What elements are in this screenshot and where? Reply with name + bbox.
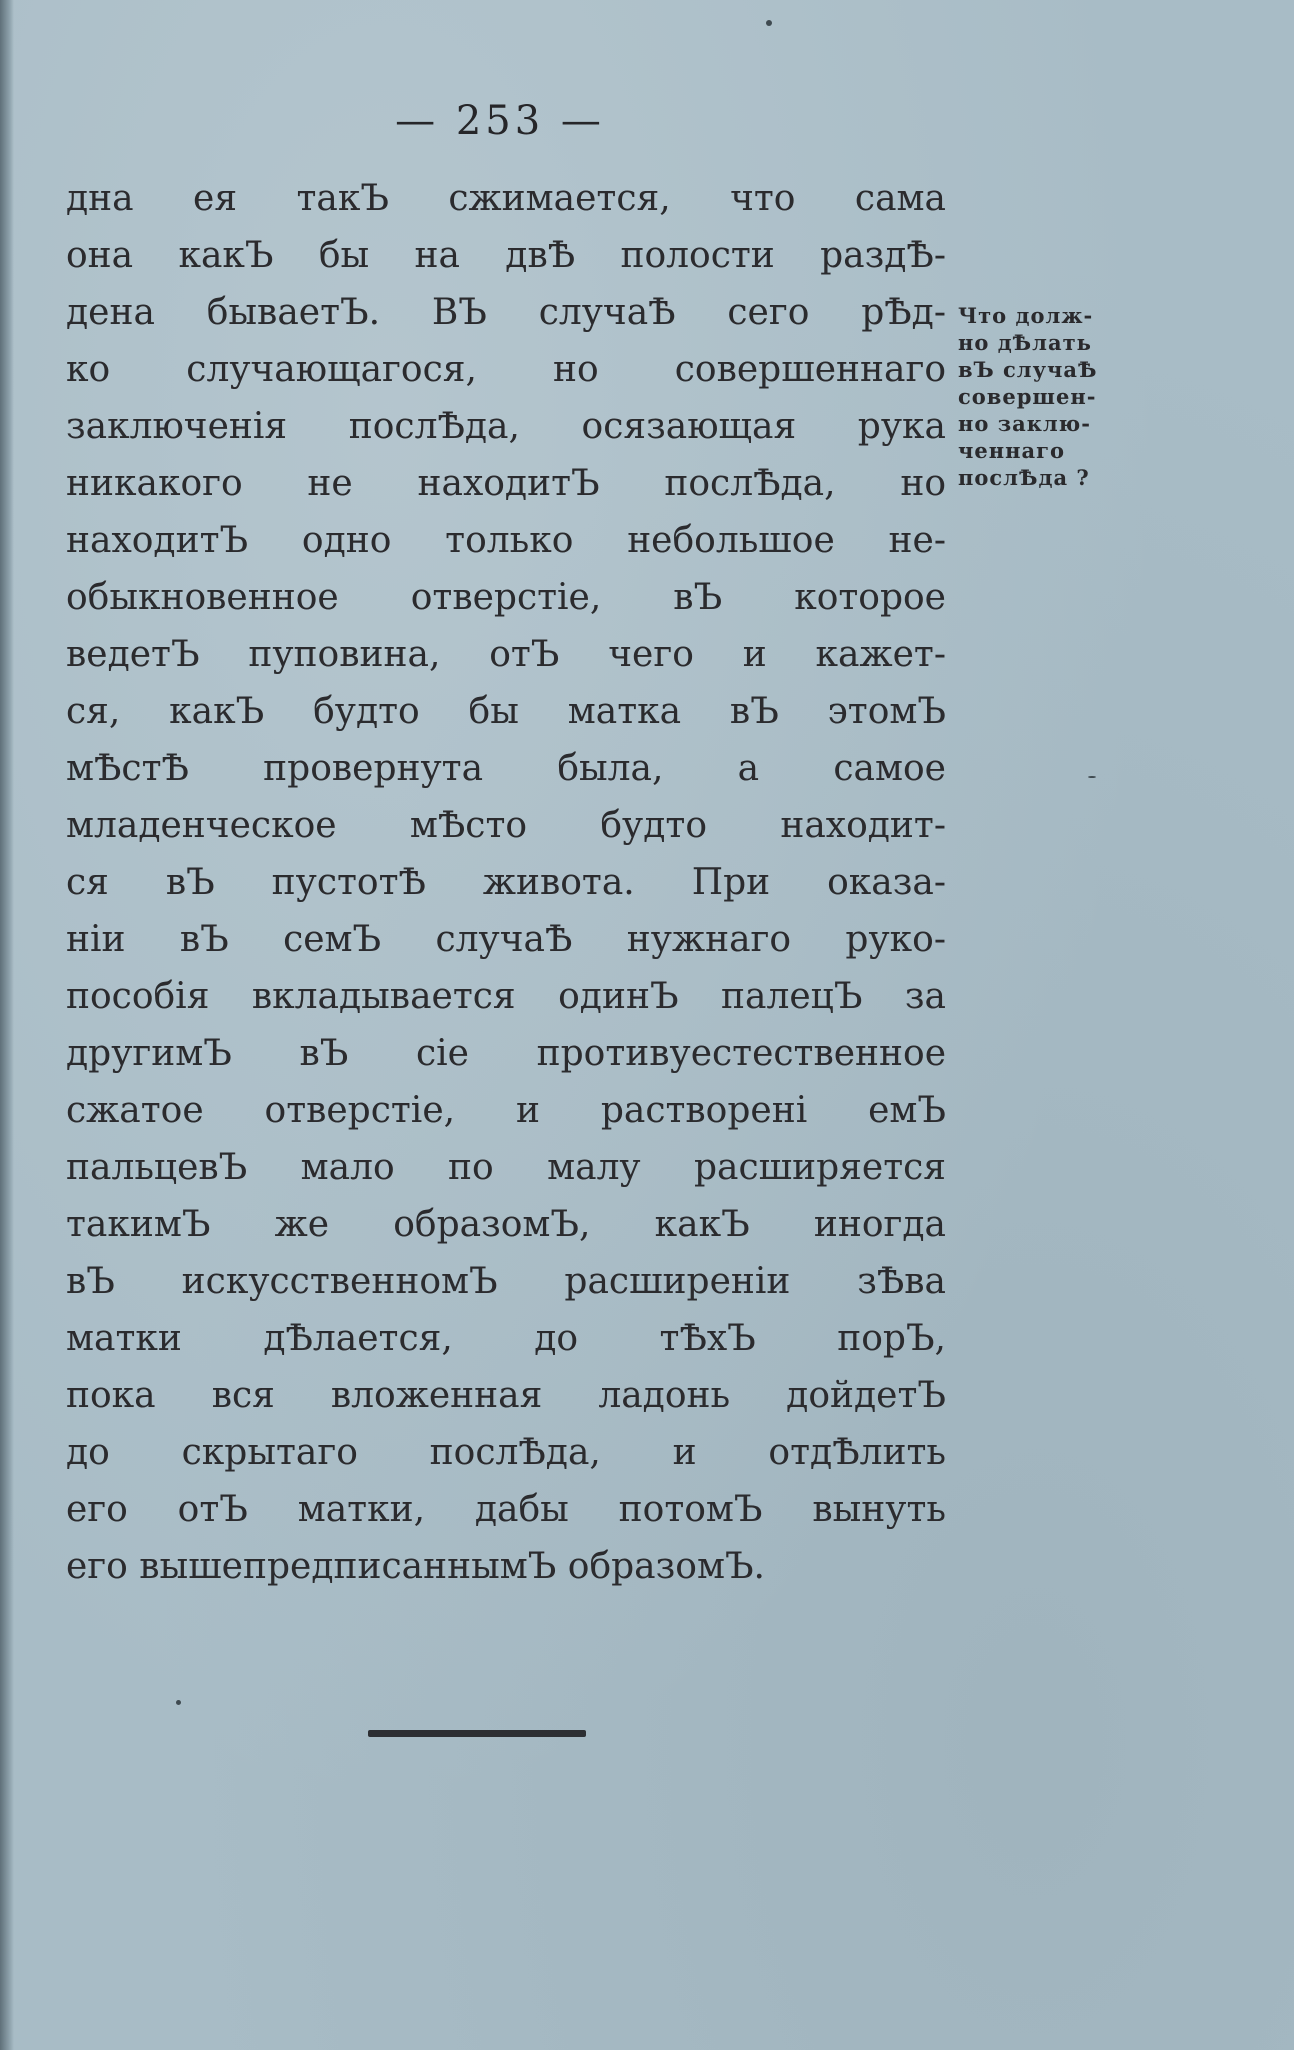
paper-speck (1088, 776, 1096, 778)
margin-note-line: Что долж- (958, 303, 1094, 328)
text-line: ніи вЪ семЪ случаѢ нужнаго руко- (66, 919, 946, 960)
margin-note-line: но заклю- (958, 411, 1091, 436)
margin-note-line: совершен- (958, 384, 1097, 409)
text-line: ся, какЪ будто бы матка вЪ этомЪ (66, 691, 946, 732)
text-line: сжатое отверстіе, и растворені емЪ (66, 1090, 946, 1131)
text-line: младенческое мѢсто будто находит- (66, 805, 946, 846)
text-line: пока вся вложенная ладонь дойдетЪ (66, 1375, 946, 1416)
margin-note-line: послѢда ? (958, 465, 1090, 490)
page-binding-edge (0, 0, 14, 2050)
text-line: до скрытаго послѢда, и отдѢлить (66, 1432, 946, 1473)
text-line: заключенія послѢда, осязающая рука (66, 406, 946, 447)
text-line: обыкновенное отверстіе, вЪ которое (66, 577, 946, 618)
text-line: ведетЪ пуповина, отЪ чего и кажет- (66, 634, 946, 675)
text-line: пособія вкладывается одинЪ палецЪ за (66, 976, 946, 1017)
text-line: она какЪ бы на двѢ полости раздѢ- (66, 235, 946, 276)
paper-speck (176, 1700, 181, 1705)
text-line: такимЪ же образомЪ, какЪ иногда (66, 1204, 946, 1245)
text-line: матки дѢлается, до тѢхЪ порЪ, (66, 1318, 946, 1359)
end-rule (368, 1730, 586, 1737)
text-line: находитЪ одно только небольшое не- (66, 520, 946, 561)
text-line: его вышепредписаннымЪ образомЪ. (66, 1546, 765, 1587)
text-line: никакого не находитЪ послѢда, но (66, 463, 946, 504)
text-line: вЪ искусственномЪ расширеніи зѢва (66, 1261, 946, 1302)
text-line: мѢстѢ провернута была, а самое (66, 748, 946, 789)
margin-note-line: ченнаго (958, 438, 1065, 463)
margin-note-line: вЪ случаѢ (958, 357, 1098, 382)
text-line: пальцевЪ мало по малу расширяется (66, 1147, 946, 1188)
text-line: дена бываетЪ. ВЪ случаѢ сего рѢд- (66, 292, 946, 333)
text-line: его отЪ матки, дабы потомЪ вынуть (66, 1489, 946, 1530)
margin-note (958, 302, 1258, 491)
text-line: ся вЪ пустотѢ живота. При оказа- (66, 862, 946, 903)
text-line: ко случающагося, но совершеннаго (66, 349, 946, 390)
body-text (66, 170, 946, 1595)
paper-speck (766, 20, 772, 26)
text-line: дна ея такЪ сжимается, что сама (66, 178, 946, 219)
text-line: другимЪ вЪ сіе противуестественное (66, 1033, 946, 1074)
margin-note-line: но дѢлать (958, 330, 1092, 355)
page-number: — 253 — (395, 98, 605, 144)
